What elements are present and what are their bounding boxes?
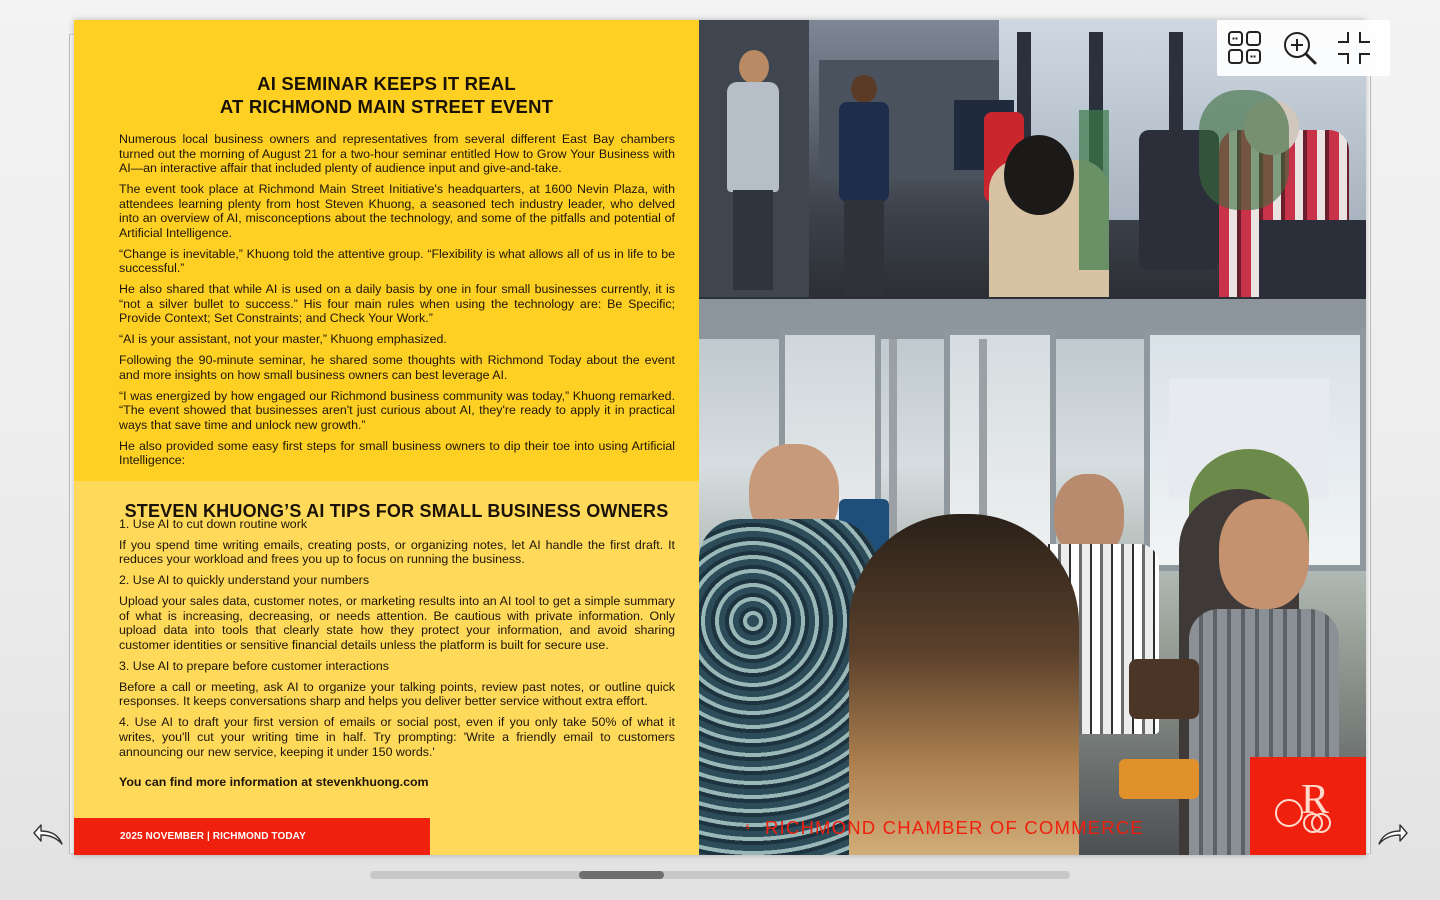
article-title: [104, 72, 669, 118]
article-title-line-1: AI SEMINAR KEEPS IT REAL: [257, 73, 516, 95]
right-page-edge: [1366, 34, 1371, 854]
tips-body: [119, 517, 675, 796]
left-page: [74, 20, 699, 855]
tip-text: 4. Use AI to draft your first version of emails or social post, even if you only take 50% of what it writes, you'll cut your writing time in half. Try prompting: 'Write a friendly email to customers announcing our new service, keeping it under 150 words.': [119, 715, 675, 759]
article-paragraph: Numerous local business owners and representatives from several different East Bay chambers turned out the morning of August 21 for a two-hour seminar entitled How to Grow Your Business with AI—an interactive affair that included plenty of audience input and give-and-take.: [119, 132, 675, 176]
scrollbar-thumb[interactable]: [579, 871, 664, 879]
prev-page-button[interactable]: [32, 818, 66, 852]
thumbnails-grid-icon: [1225, 28, 1265, 68]
zoom-in-icon: [1280, 28, 1320, 68]
next-page-button[interactable]: [1375, 818, 1409, 852]
tip-text: Before a call or meeting, ask AI to organize your talking points, review past notes, or outline quick responses. It keeps conversations sharp and helps you deliver better service without extra effort.: [119, 679, 675, 709]
next-page-arrow-icon: [1375, 818, 1409, 852]
article-paragraph: “I was energized by how engaged our Richmond business community was today,” Khuong remarked. “The event showed that businesses aren't just curious about AI, they're ready to apply it in practical ways that save time and unlock new growth.”: [119, 388, 675, 432]
tip-heading: 3. Use AI to prepare before customer interactions: [119, 658, 389, 673]
prev-page-arrow-icon: [32, 818, 66, 852]
chamber-logo-mark: [1250, 757, 1366, 855]
chamber-logo: [1250, 757, 1366, 855]
tip-heading: 2. Use AI to quickly understand your numbers: [119, 573, 370, 588]
viewer-toolbar: [1217, 20, 1390, 76]
page-scrollbar[interactable]: [370, 871, 1070, 879]
article-body: [119, 132, 675, 474]
article-paragraph: He also provided some easy first steps for small business owners to dip their toe into using Artificial Intelligence:: [119, 438, 675, 468]
tips-title: STEVEN KHUONG’S AI TIPS FOR SMALL BUSINESS OWNERS: [124, 500, 669, 521]
tip-text: Upload your sales data, customer notes, or marketing results into an AI tool to get a simple summary of what is increasing, decreasing, or needs attention. Be cautious with private information. Only upload data into tools that clearly state how they protect your information, and avoid sharing customer identities or sensitive financial details unless the platform is built for secure use.: [119, 594, 675, 653]
logo-letter: R: [1301, 777, 1330, 823]
page-number: 5: [746, 825, 750, 831]
tip-text: If you spend time writing emails, creating posts, or organizing notes, let AI handle the first draft. It reduces your workload and frees you up to focus on running the business.: [119, 537, 675, 567]
exit-fullscreen-icon: [1334, 28, 1374, 68]
more-info-text: You can find more information at stevenkhuong.com: [119, 775, 429, 790]
article-title-line-2: AT RICHMOND MAIN STREET EVENT: [219, 96, 554, 118]
zoom-in-button[interactable]: [1280, 28, 1320, 68]
footer-issue-label: 2025 NOVEMBER | RICHMOND TODAY: [120, 831, 306, 842]
article-paragraph: “Change is inevitable,” Khuong told the attentive group. “Flexibility is what allows all of us in life to be successful.”: [119, 246, 675, 276]
article-paragraph: The event took place at Richmond Main Street Initiative's headquarters, at 1600 Nevin Plaza, with attendees learning plenty from host Steven Khuong, a seasoned tech industry leader, who delved into an overview of AI, misconceptions about the technology, and some of the pitfalls and potential of Artificial Intelligence.: [119, 182, 675, 240]
article-paragraph: Following the 90-minute seminar, he shared some thoughts with Richmond Today about the event and more insights on how small business owners can best leverage AI.: [119, 353, 675, 382]
chamber-caption: RICHMOND CHAMBER OF COMMERCE: [765, 817, 1144, 838]
thumbnails-button[interactable]: [1225, 28, 1265, 68]
article-paragraph: “AI is your assistant, not your master,” Khuong emphasized.: [119, 332, 447, 347]
exit-fullscreen-button[interactable]: [1334, 28, 1374, 68]
right-page: [699, 20, 1366, 855]
tip-heading: 1. Use AI to cut down routine work: [119, 517, 308, 531]
article-paragraph: He also shared that while AI is used on a daily basis by one in four small businesses currently, it is “not a silver bullet to success.” His four main rules when using the technology are: Be Specific; Provide Context; Set Constraints; and Check Your Work.”: [119, 282, 675, 326]
magazine-spread[interactable]: [74, 20, 1366, 855]
footer-bar: [74, 818, 430, 855]
